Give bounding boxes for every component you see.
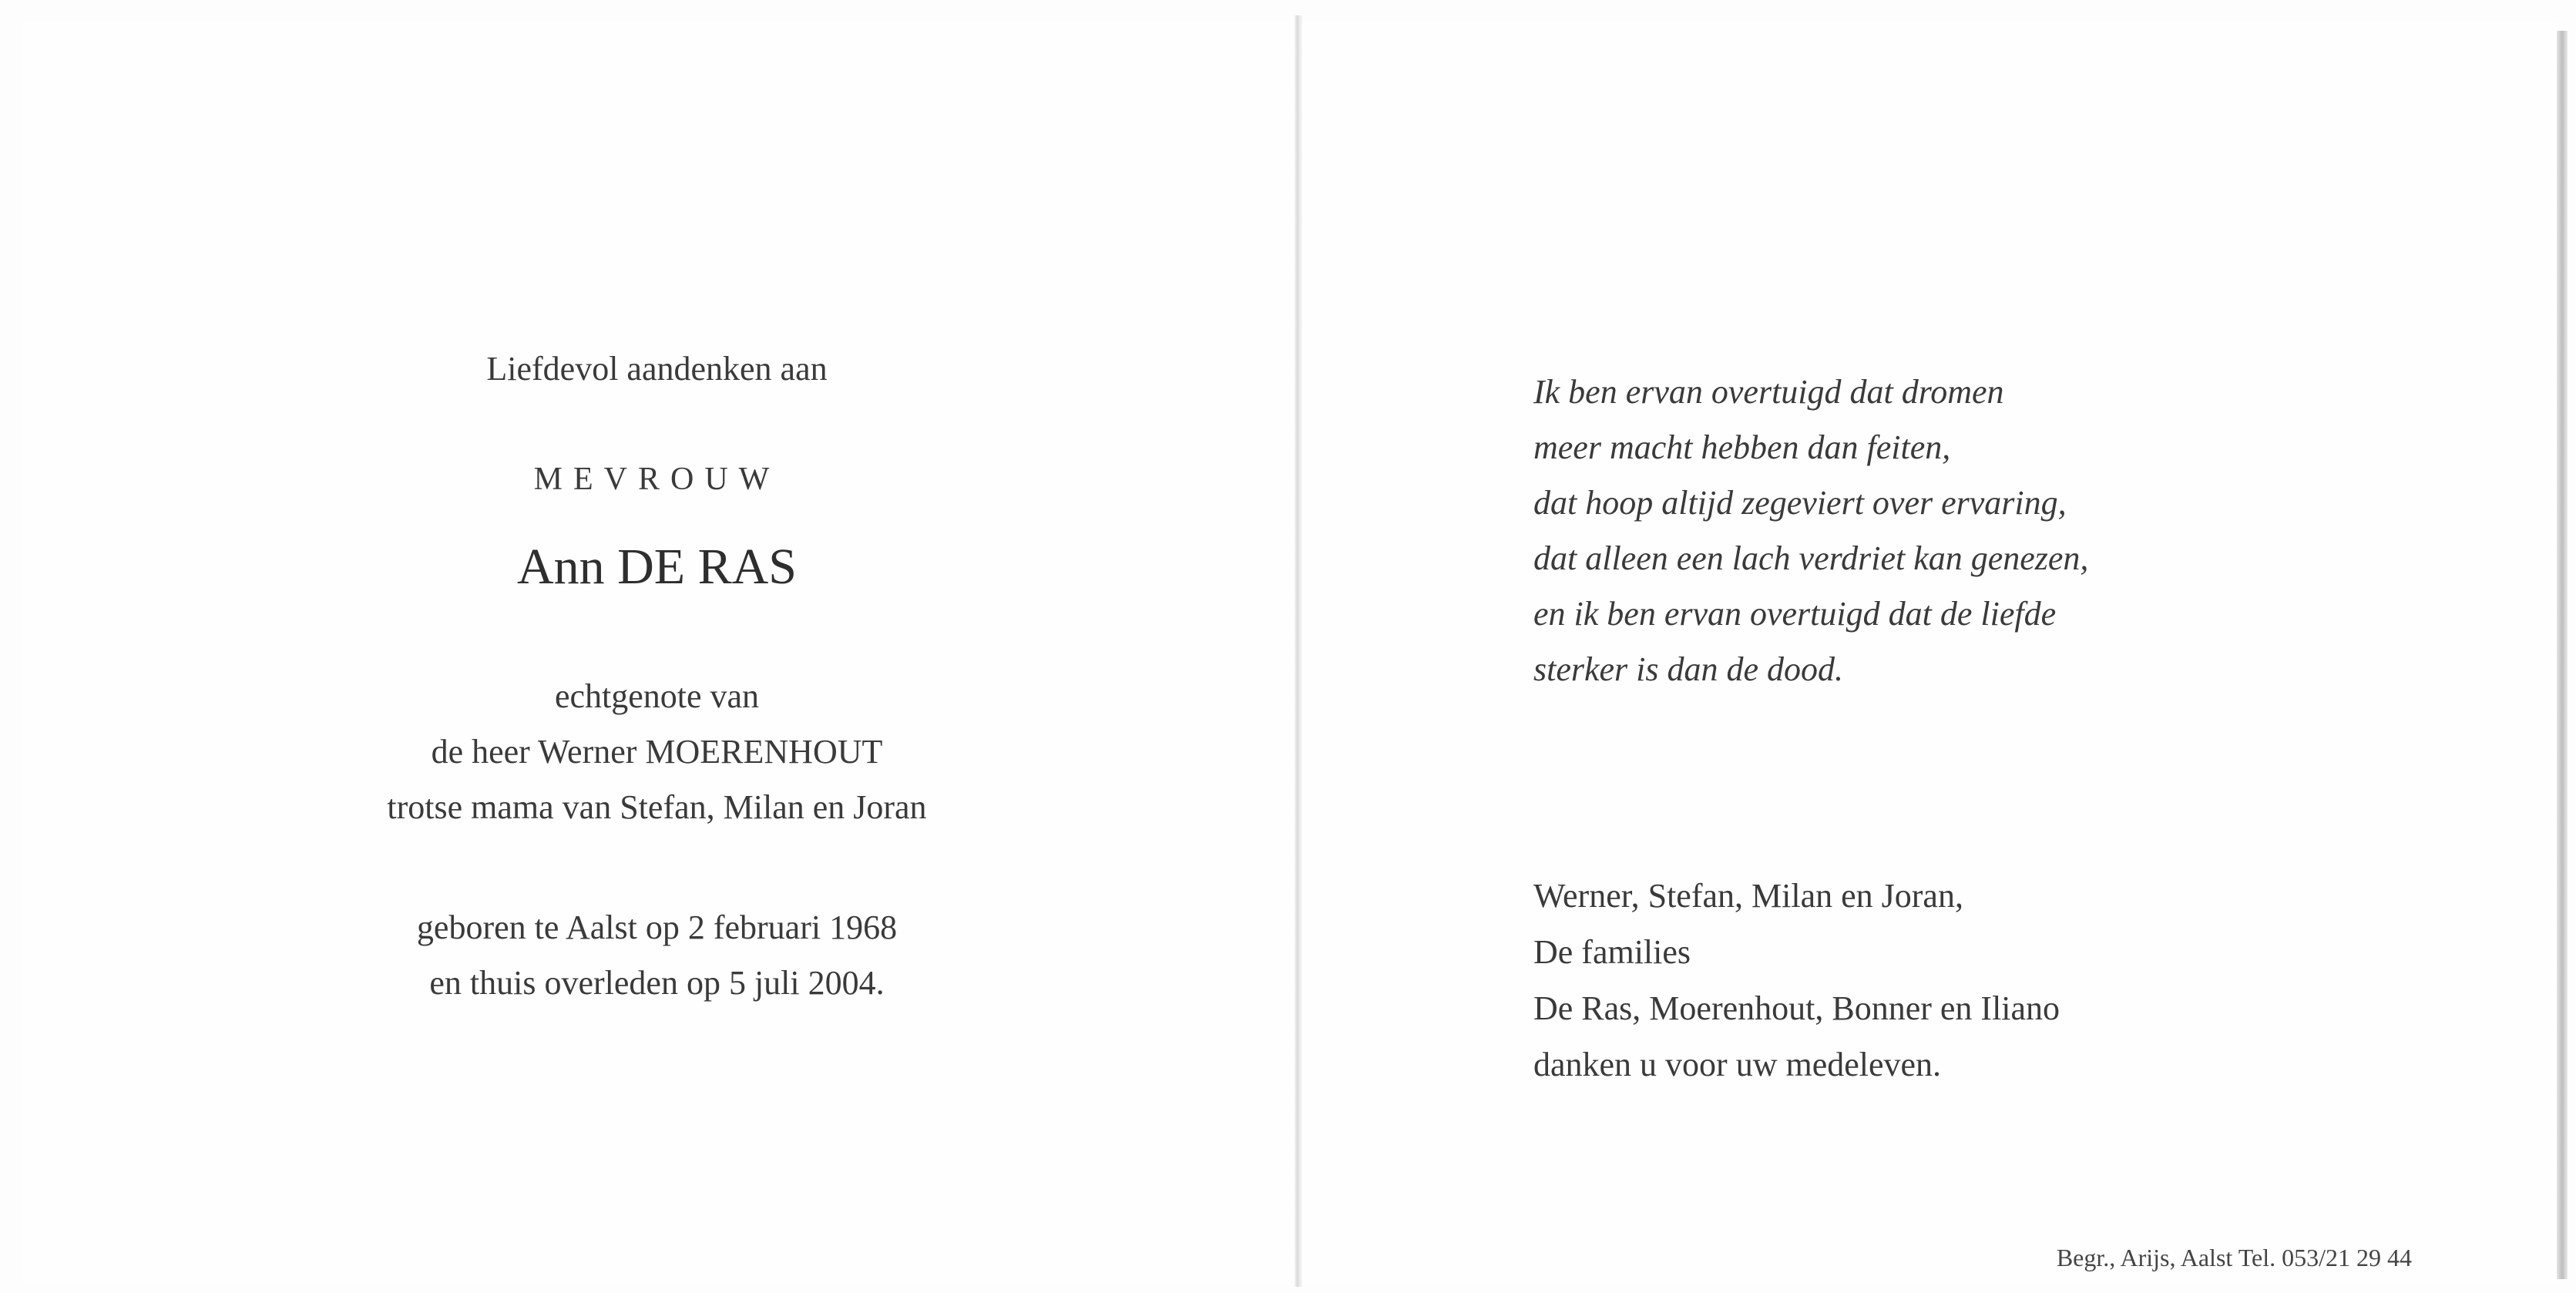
death-line: en thuis overleden op 5 juli 2004.	[429, 964, 885, 1002]
poem-line: en ik ben ervan overtuigd dat de liefde	[1533, 595, 2057, 633]
poem-block	[1533, 364, 2458, 697]
right-page	[1302, 22, 2558, 1285]
poem-line: Ik ben ervan overtuigd dat dromen	[1533, 373, 2004, 411]
relations-block	[23, 669, 1291, 835]
poem-line: dat hoop altijd zegeviert over ervaring,	[1533, 484, 2067, 522]
intro-line: Liefdevol aandenken aan	[486, 350, 828, 388]
relation-line: echtgenote van	[554, 677, 760, 715]
relation-line: trotse mama van Stefan, Milan en Joran	[387, 788, 927, 826]
thanks-line: De Ras, Moerenhout, Bonner en Iliano	[1533, 989, 2060, 1027]
printer-imprint	[1980, 1242, 2412, 1273]
left-page	[23, 22, 1291, 1285]
deceased-name	[23, 539, 1291, 595]
birth-line: geboren te Aalst op 2 februari 1968	[416, 908, 898, 946]
thanks-block	[1533, 868, 2458, 1093]
thanks-line: danken u voor uw medeleven.	[1533, 1046, 1942, 1083]
deceased-name-line: Ann DE RAS	[516, 539, 798, 595]
thanks-line: Werner, Stefan, Milan en Joran,	[1533, 877, 1963, 915]
intro-text	[23, 341, 1291, 397]
card-fold	[1295, 15, 1302, 1287]
poem-line: dat alleen een lach verdriet kan genezen,	[1533, 539, 2089, 577]
honorific-line: MEVROUW	[533, 462, 781, 497]
poem-line: meer macht hebben dan feiten,	[1533, 428, 1951, 466]
honorific-title	[23, 452, 1291, 507]
card-right-edge	[2557, 31, 2568, 1279]
relation-line: de heer Werner MOERENHOUT	[431, 733, 883, 771]
thanks-line: De families	[1533, 933, 1691, 971]
imprint-text: Begr., Arijs, Aalst Tel. 053/21 29 44	[2056, 1244, 2412, 1271]
dates-block	[23, 900, 1291, 1011]
poem-line: sterker is dan de dood.	[1533, 650, 1844, 688]
